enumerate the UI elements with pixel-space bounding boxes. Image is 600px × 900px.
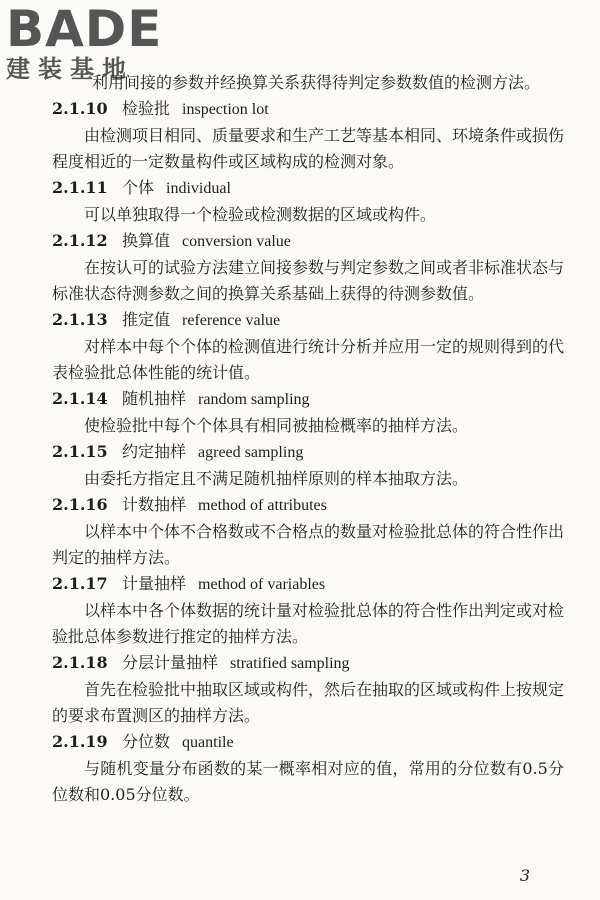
intro-paragraph: 利用间接的参数并经换算关系获得待判定参数数值的检测方法。 bbox=[92, 73, 541, 92]
term-number: 2.1.12 bbox=[52, 231, 108, 250]
term-definition: 在按认可的试验方法建立间接参数与判定参数之间或者非标准状态与标准状态待测参数之间的换算关系基础上获得的待测参数值。 bbox=[52, 258, 565, 303]
term-english: conversion value bbox=[182, 233, 291, 250]
term-chinese: 推定值 bbox=[122, 310, 171, 329]
term-chinese: 分层计量抽样 bbox=[122, 653, 219, 672]
term-heading bbox=[52, 729, 564, 756]
term-definition: 以样本中个体不合格数或不合格点的数量对检验批总体的符合性作出判定的抽样方法。 bbox=[52, 522, 565, 567]
term-english: stratified sampling bbox=[230, 655, 350, 672]
term-chinese: 随机抽样 bbox=[122, 389, 187, 408]
term-heading bbox=[52, 96, 564, 123]
term-chinese: 计数抽样 bbox=[122, 495, 187, 514]
logo-subtitle: 建装基地 bbox=[6, 55, 134, 83]
term-chinese: 计量抽样 bbox=[122, 574, 187, 593]
term-heading bbox=[52, 492, 564, 519]
term-definition: 可以单独取得一个检验或检测数据的区域或构件。 bbox=[84, 205, 437, 224]
term-english: individual bbox=[166, 180, 231, 197]
term-number: 2.1.11 bbox=[52, 178, 108, 197]
page-number: 3 bbox=[519, 866, 530, 885]
terms-list bbox=[52, 96, 564, 808]
term-heading bbox=[52, 307, 564, 334]
term-definition: 与随机变量分布函数的某一概率相对应的值，常用的分位数有0.5分位数和0.05分位数。 bbox=[52, 759, 564, 804]
term-heading bbox=[52, 386, 564, 413]
term-heading bbox=[52, 175, 564, 202]
term-english: quantile bbox=[182, 734, 234, 751]
term-english: inspection lot bbox=[182, 101, 269, 118]
term-heading bbox=[52, 439, 564, 466]
term-number: 2.1.14 bbox=[52, 389, 108, 408]
term-definition: 由委托方指定且不满足随机抽样原则的样本抽取方法。 bbox=[84, 469, 469, 488]
term-number: 2.1.10 bbox=[52, 99, 108, 118]
term-number: 2.1.18 bbox=[52, 653, 108, 672]
document-body bbox=[52, 70, 564, 808]
term-number: 2.1.15 bbox=[52, 442, 108, 461]
term-heading bbox=[52, 571, 564, 598]
term-heading bbox=[52, 228, 564, 255]
term-number: 2.1.13 bbox=[52, 310, 108, 329]
term-number: 2.1.17 bbox=[52, 574, 108, 593]
term-chinese: 检验批 bbox=[122, 99, 171, 118]
term-chinese: 约定抽样 bbox=[122, 442, 187, 461]
term-english: reference value bbox=[182, 312, 281, 329]
term-english: agreed sampling bbox=[198, 444, 304, 461]
term-english: method of variables bbox=[198, 576, 326, 593]
term-number: 2.1.16 bbox=[52, 495, 108, 514]
term-english: random sampling bbox=[198, 391, 310, 408]
term-definition: 使检验批中每个个体具有相同被抽检概率的抽样方法。 bbox=[84, 416, 469, 435]
term-english: method of attributes bbox=[198, 497, 327, 514]
term-definition: 以样本中各个体数据的统计量对检验批总体的符合性作出判定或对检验批总体参数进行推定的抽样方法。 bbox=[52, 601, 565, 646]
term-chinese: 换算值 bbox=[122, 231, 171, 250]
term-number: 2.1.19 bbox=[52, 732, 108, 751]
term-chinese: 个体 bbox=[122, 178, 155, 197]
logo-brand: BADE bbox=[6, 0, 163, 58]
term-chinese: 分位数 bbox=[122, 732, 171, 751]
term-definition: 由检测项目相同、质量要求和生产工艺等基本相同、环境条件或损伤程度相近的一定数量构件或区域构成的检测对象。 bbox=[52, 126, 565, 171]
term-definition: 首先在检验批中抽取区域或构件，然后在抽取的区域或构件上按规定的要求布置测区的抽样方法。 bbox=[52, 680, 565, 725]
term-definition: 对样本中每个个体的检测值进行统计分析并应用一定的规则得到的代表检验批总体性能的统计值。 bbox=[52, 337, 565, 382]
term-heading bbox=[52, 650, 564, 677]
